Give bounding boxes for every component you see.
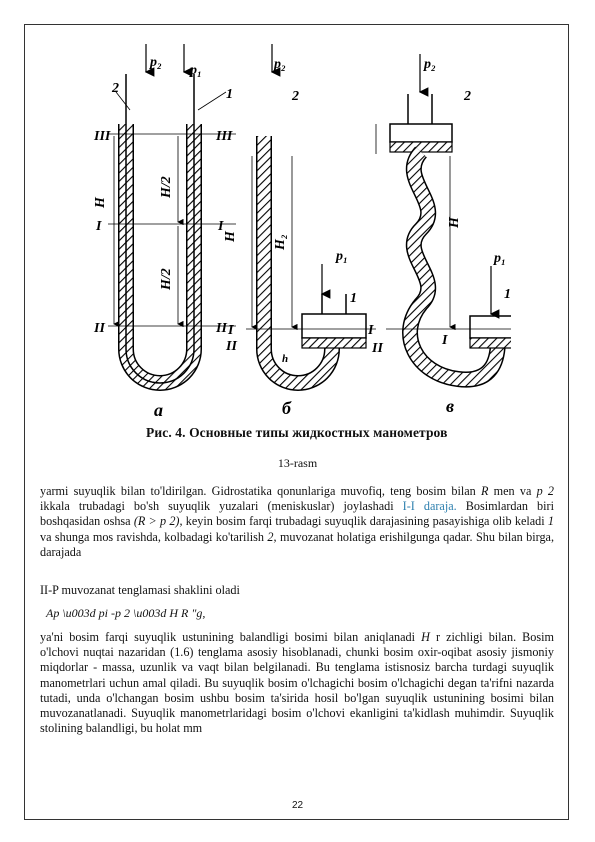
label-I-v: I [442, 333, 448, 348]
label-2-a: 2 [112, 81, 119, 96]
label-Hsub2: H₂ [273, 234, 288, 250]
page-number: 22 [291, 800, 304, 811]
label-H-v: H [447, 217, 462, 228]
label-a: a [154, 400, 163, 420]
label-1-v: 1 [504, 287, 511, 302]
label-I-right: I [218, 219, 224, 234]
p3-part1: ya'ni bosim farqi suyuqlik ustunining balandligi bosimi bilan aniqlanadi [40, 630, 422, 644]
label-I-b-right: I [368, 323, 374, 338]
manometer-b [246, 44, 376, 383]
paragraph-2: II-P muvozanat tenglamasi shaklini oladi [40, 583, 240, 597]
p3-part2: r zichligi bilan. Bosim o'lchovi nuqtai nazaridan (1.6) tenglama asosiy hisoblanadi, chunki bosim oxir-oqibat asosiy jismoniy miqdorlar - massa, uzunlik va vaqt bilan belgilanadi. Bu tenglama istisnosiz barcha turdagi suyuqlik manometrlari uchun amal qiladi. Bu suyuqlik bosim o'lchagichi bosim o'lchagichi degan ta'rifni nazarda tutadi, unda o'lchangan bosim ushbu bosim ta'sirida hosil bo'lgan suyuqlik ustunining bosimi bilan muvozanatlanadi. Suyuqlik manometrlaridagi bosim o'lchovi ekanligini ta'kidlash muhimdir. Suyuqlik stolining balandligi, bu holat mm [40, 630, 555, 736]
label-v: в [446, 396, 455, 416]
label-H-b: H [223, 231, 238, 242]
label-2-v: 2 [464, 89, 471, 104]
p1-p2: p 2 [536, 484, 554, 498]
figure-caption: Рис. 4. Основные типы жидкостных манометров [146, 425, 448, 440]
label-I-b: I [228, 323, 234, 338]
label-I-left: I [96, 219, 102, 234]
p3-H: H [421, 630, 430, 644]
label-p1-v: p₁ [494, 251, 506, 266]
label-p1-b: p₁ [336, 249, 348, 264]
label-p2-v: p₂ [424, 57, 436, 72]
label-H2-lower: H/2 [159, 268, 174, 290]
p1-part1: yarmi suyuqlik bilan to'ldirilgan. Gidrostatika qonunlariga muvofiq, teng bosim bilan [40, 484, 481, 498]
label-b: б [282, 398, 291, 418]
p1-condition: (R > p 2), [133, 514, 183, 529]
p1-part7: muvozanat holatiga erishilgunga qadar. Shu bilan birga, darajada [40, 529, 554, 559]
label-III-right: III [216, 129, 233, 144]
label-II-v: II [372, 341, 383, 356]
p1-one: 1 [547, 514, 554, 529]
label-H-a: H [93, 197, 108, 208]
p1-part2: men va [488, 484, 537, 498]
figure-number: 13-rasm [277, 456, 318, 470]
p1-level-link[interactable]: I-I daraja. [402, 499, 457, 514]
label-h: h [282, 353, 289, 365]
label-H2-upper: H/2 [159, 176, 174, 198]
p1-part4: Bosimlardan biri boshqasidan oshsa [40, 499, 554, 529]
manometer-figure [86, 44, 511, 444]
equation: Ap \u003d pi -p 2 \u003d H R "g, [46, 606, 206, 620]
p1-two: 2, [267, 529, 277, 544]
p1-part3: ikkala trubadagi bo'sh suyuqlik yuzalari (meniskuslar) joylashadi [40, 499, 403, 514]
p1-R: R [480, 484, 489, 498]
p1-part6: va shunga mos ravishda, kolbadagi ko'tarilish [40, 529, 268, 544]
label-1-b: 1 [350, 291, 357, 306]
paragraph-1 [40, 484, 554, 560]
label-p2-b: p₂ [274, 57, 286, 72]
label-p1-a: p₁ [190, 63, 202, 78]
manometer-v [376, 54, 511, 380]
p1-part5: keyin bosim farqi trubadagi suyuqlik darajasining pasayishiga olib keladi [182, 514, 548, 529]
label-II-right: II [216, 321, 227, 336]
label-II-left: II [94, 321, 105, 336]
label-III-left: III [94, 129, 111, 144]
label-2-b: 2 [292, 89, 299, 104]
label-II-b: II [226, 339, 237, 354]
label-p2-a: p₂ [150, 55, 162, 70]
label-1-a: 1 [226, 87, 233, 102]
paragraph-3 [40, 630, 554, 736]
